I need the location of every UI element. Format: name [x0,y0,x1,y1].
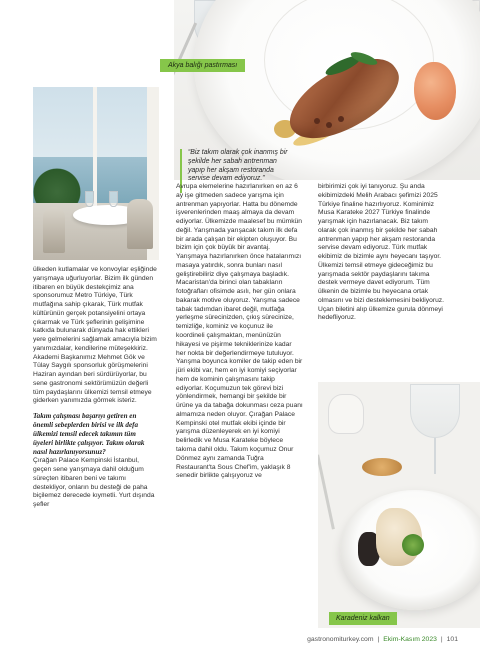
footer-separator: | [377,636,380,643]
restaurant-window-photo [33,87,159,260]
teapot-decoration [328,394,364,434]
pull-quote: “Biz takım olarak çok inanmış bir şekilde her sabah antrenman yapıp her akşam restoranda servise devam ediyoruz.” [188,149,288,183]
text-column-left [33,266,157,510]
green-garnish [402,534,424,556]
wineglass-stem [434,438,436,474]
sauce-dots [314,118,320,124]
fork-decoration [318,455,335,530]
bottom-photo-caption: Karadeniz kalkan [329,612,397,625]
text-column-right [318,183,448,323]
paragraph: ülkeden kutlamalar ve konvoylar eşliğinde yarışmaya uğurluyorlar. Bizim ilk günden itibaren en büyük destekçimiz ana sponsorumuz Metro Türkiye, Türk mutfağına sahip çıkarak, Türk mutfak kültürünün gerçek potansiyelini ortaya çıkarmak ve Türk şeflerinin gelişimine katkıda bulunarak dünyada hak ettikleri yere gelmelerini sağlamak amacıyla bizim yanımızdalar, kendilerine müteşekkiriz. Akademi Başkanımız Mehmet Gök ve Tülay Saygılı sponsorluk görüşmelerini Haziran ayından beri sürdürüyorlar, bu sene gastronomi sektörümüzün değerli tüm paydaşlarını ülkemizi temsil etmeye giderken yanımızda görmek isteriz. [33,266,157,405]
page-number: 101 [446,636,458,643]
text-column-middle [176,183,303,481]
interview-question: Takım çalışması başarıyı getiren en önemli sebeplerden birisi ve ilk defa ülkemizi temsil edecek takımın tüm üyeleri birlikte çalışıyor. Takım olarak nasıl hazırlanıyorsunuz? [33,412,145,457]
carrot-quenelle [414,62,456,120]
bread-decoration [362,458,402,476]
footer-separator: | [440,636,443,643]
issue-date: Ekim-Kasım 2023 [383,636,437,643]
paragraph: Avrupa elemelerine hazırlanırken en az 6 ay işe gitmeden sadece yarışma için antrenman yapıyorlar. Hatta bu dönemde işverenlerinden maaş almaya da devam ediyorlar. Ülkemizde maalesef bu mümkün değil. Yarışmada yarışacak takım ilk defa bir arada çalışan bir ekipten oluşuyor. Bu bizim için çok büyük bir avantaj. Yarışmaya hazırlanırken önce hatalarımızı masaya yatırdık, sonra bunları nasıl geliştirebiliriz diye çalışmaya başladık. Macaristan'da birinci olan tabakların fotoğrafları ofisimde asılı, her gün onlara bakarak motive oluyoruz. Yarışma sadece tabak tadımdan ibaret değil, mutfağa yerleşme sürecinizden, çıkış sürecinize, temizliğe, kominiz ve koçunuz ile koordineli çalışmaktan, menünüzün hikayesi ve pişirme tekniklerinize kadar her nokta bir değerlendirmeye tutuluyor. Yarışma boyunca komiler de takip eden bir jüri ekibi var, hem en iyi komiyi seçiyorlar hem de kominin çalışmasını takip ediyorlar. Koçumuzun tek görevi bizi yönlendirmek, hemangi bir şekilde bir ürüne ya da tabağa dokunması ceza puanı almamıza neden oluyor. Çırağan Palace Kempinski otel mutfak ekibi içinde bir yarışma düzenleyerek en iyi komiyi belirledik ve Musa Karateke böylece takıma dahil oldu. Takım koçumuz Onur Dönmez aynı zamanda Tuğra Restaurant'ta Sous Chef'im, yaklaşık 8 senedir birlikte çalışıyoruz ve [176,183,303,480]
paragraph: Çırağan Palace Kempinski İstanbul, geçen sene yarışmaya dahil olduğum süreçten itibaren beni ve takımı destekliyor, onların bu desteği de paha biçilemez derecede kıymetli. Yurt dışında şefler [33,457,155,509]
wineglass-decoration [410,384,460,438]
website-link[interactable]: gastronomiturkey.com [307,636,374,643]
paragraph: birbirimizi çok iyi tanıyoruz. Şu anda ekibimizdeki Melih Arabacı şefimizi 2025 Türkiye finaline hazırlıyoruz. Kominimiz Musa Karateke 2027 Türkiye finalinde yarışmak için hazırlanacak. Biz takım olarak çok inanmış bir şekilde her sabah antrenman yapıp her akşam restoranda servise devam ediyoruz. Türk mutfak ekibimiz de bizimle aynı heyecanı taşıyor. Ülkemizi temsil etmeye gideceğimiz bu yarışmada sektör paydaşlarını takıma destek vermeye davet ediyorum. Tüm ülkenin de bizimle bu heyecana ortak olmasını ve bizi desteklemesini bekliyoruz. Uçan biletini alıp ülkemize gurula dönmeyi hedefliyoruz. [318,183,445,322]
bottom-dish-photo [318,382,480,628]
page-footer [307,636,458,643]
top-photo-caption: Akya balığı pastırması [160,59,245,72]
